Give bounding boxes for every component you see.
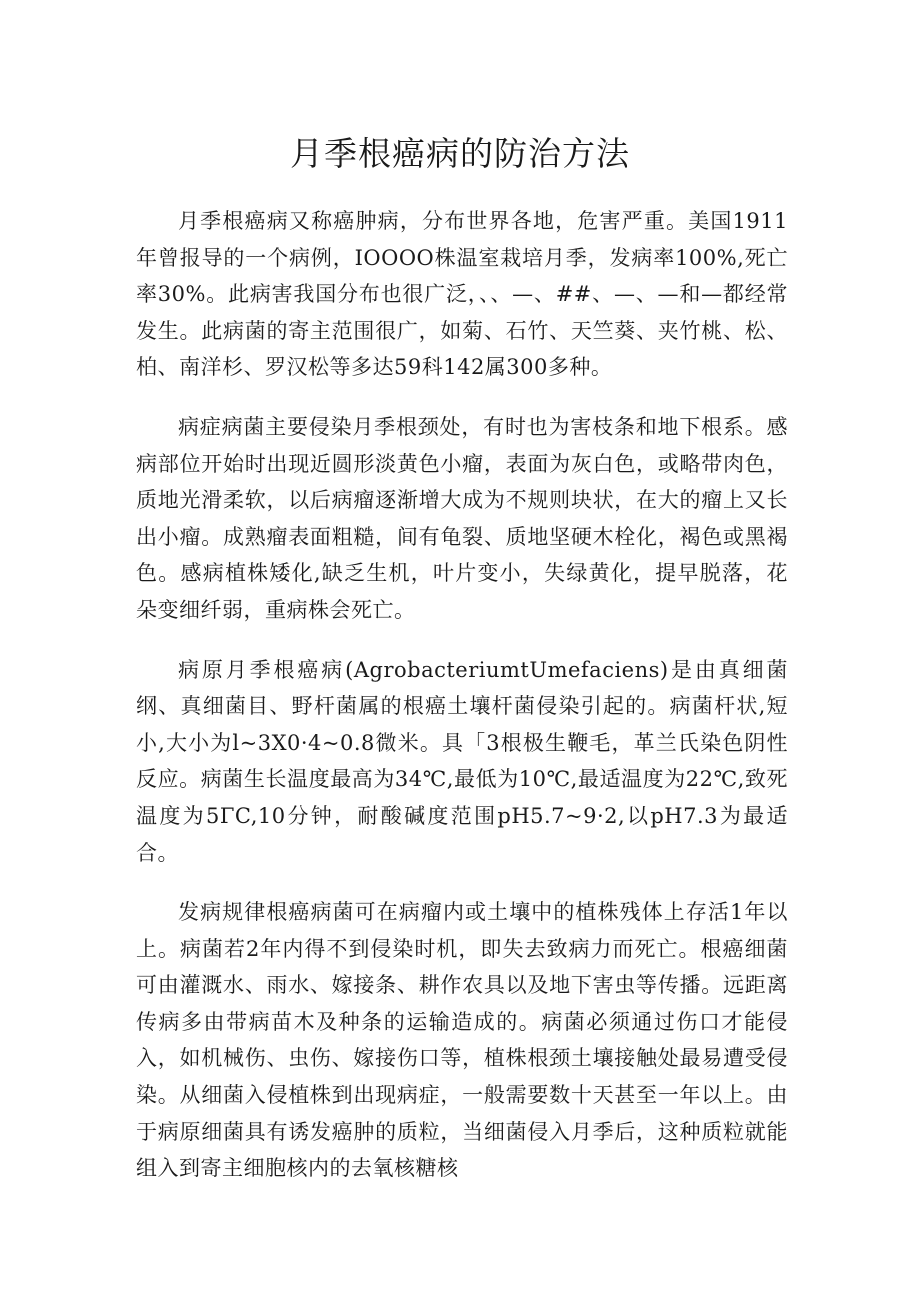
paragraph-symptoms: 病症病菌主要侵染月季根颈处，有时也为害枝条和地下根系。感病部位开始时出现近圆形淡黄色小瘤，表面为灰白色，或略带肉色，质地光滑柔软，以后病瘤逐渐增大成为不规则块状，在大的瘤上又长出小瘤。成熟瘤表面粗糙，间有龟裂、质地坚硬木栓化，褐色或黑褐色。感病植株矮化,缺乏生机，叶片变小，失绿黄化，提早脱落，花朵变细纤弱，重病株会死亡。 bbox=[136, 414, 788, 622]
paragraph-disease-pattern: 发病规律根癌病菌可在病瘤内或土壤中的植株残体上存活1年以上。病菌若2年内得不到侵染时机，即失去致病力而死亡。根癌细菌可由灌溉水、雨水、嫁接条、耕作农具以及地下害虫等传播。远距离传病多由带病苗木及种条的运输造成的。病菌必须通过伤口才能侵入，如机械伤、虫伤、嫁接伤口等，植株根颈土壤接触处最易遭受侵染。从细菌入侵植株到出现病症，一般需要数十天甚至一年以上。由于病原细菌具有诱发癌肿的质粒，当细菌侵入月季后，这种质粒就能组入到寄主细胞核内的去氧核糖核 bbox=[136, 900, 788, 1181]
document-title: 月季根癌病的防治方法 bbox=[290, 134, 630, 173]
document-body bbox=[136, 203, 788, 1210]
paragraph-intro: 月季根癌病又称癌肿病，分布世界各地，危害严重。美国1911年曾报导的一个病例，IOOOO株温室栽培月季，发病率100%,死亡率30%。此病害我国分布也很广泛，、、—、##、—、—和—都经常发生。此病菌的寄主范围很广，如菊、石竹、天竺葵、夹竹桃、松、柏、南洋杉、罗汉松等多达59科142属300多种。 bbox=[136, 209, 788, 380]
paragraph-pathogen: 病原月季根癌病(AgrobacteriumtUmefaciens)是由真细菌纲、真细菌目、野杆菌属的根癌土壤杆菌侵染引起的。病菌杆状,短小,大小为l~3X0·4~0.8微米。具「3根极生鞭毛，革兰氏染色阴性反应。病菌生长温度最高为34℃,最低为10℃,最适温度为22℃,致死温度为5ΓC,10分钟，耐酸碱度范围pH5.7~9·2,以pH7.3为最适合。 bbox=[136, 657, 788, 865]
